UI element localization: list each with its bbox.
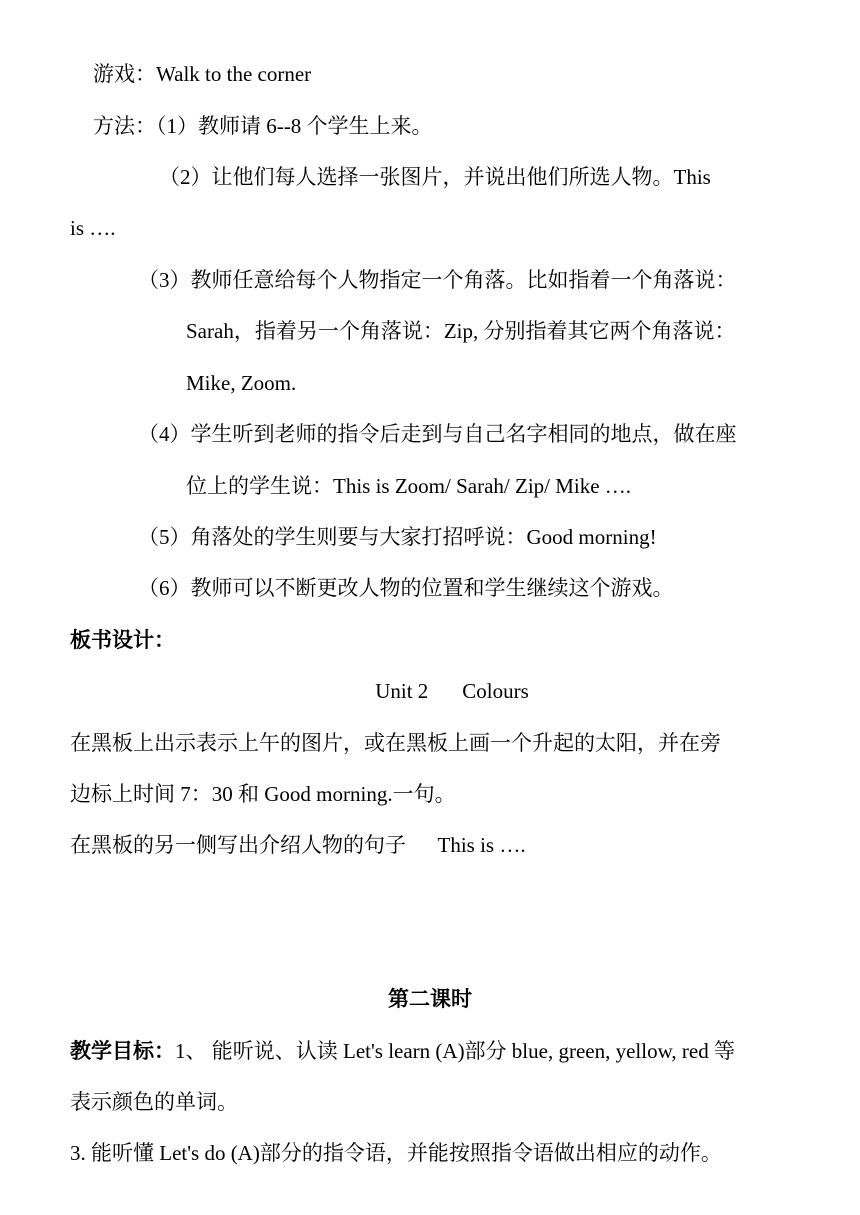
objective-3: 3. 能听懂 Let's do (A)部分的指令语，并能按照指令语做出相应的动作。 [70, 1141, 722, 1165]
step-4-line-2: 位上的学生说：This is Zoom/ Sarah/ Zip/ Mike …. [186, 474, 632, 498]
board-line-3: 在黑板的另一侧写出介绍人物的句子 This is …. [70, 833, 526, 857]
game-title: 游戏：Walk to the corner [93, 62, 312, 86]
objective-1 [70, 1037, 735, 1065]
objectives-label: 教学目标： [70, 1039, 175, 1063]
step-6: （6）教师可以不断更改人物的位置和学生继续这个游戏。 [138, 576, 674, 600]
objective-1-continued: 表示颜色的单词。 [70, 1090, 238, 1114]
unit-number: Unit 2 [375, 679, 429, 703]
lesson2-title: 第二课时 [388, 987, 472, 1011]
step-3-line-3: Mike, Zoom. [186, 371, 297, 395]
unit-title: Colours [462, 679, 529, 703]
step-3: （3）教师任意给每个人物指定一个角落。比如指着一个角落说： [138, 268, 737, 292]
method-line-1 [93, 112, 433, 140]
method-label: 方法： [93, 114, 156, 138]
objective-1-text: 1、 能听说、认读 Let's learn (A)部分 blue, green, yellow, red 等 [175, 1039, 735, 1063]
step-1: （1）教师请 6--8 个学生上来。 [156, 114, 433, 138]
board-unit-line [0, 677, 860, 705]
step-4: （4）学生听到老师的指令后走到与自己名字相同的地点，做在座 [138, 422, 737, 446]
step-5: （5）角落处的学生则要与大家打招呼说：Good morning! [138, 525, 657, 549]
step-2-continued: is …. [70, 216, 116, 240]
board-heading: 板书设计： [70, 628, 175, 652]
step-3-line-2: Sarah，指着另一个角落说：Zip, 分别指着其它两个角落说： [186, 319, 736, 343]
step-2: （2）让他们每人选择一张图片，并说出他们所选人物。This [159, 165, 711, 189]
board-line-2: 边标上时间 7：30 和 Good morning.一句。 [70, 782, 456, 806]
board-line-1: 在黑板上出示表示上午的图片，或在黑板上画一个升起的太阳，并在旁 [70, 731, 721, 755]
